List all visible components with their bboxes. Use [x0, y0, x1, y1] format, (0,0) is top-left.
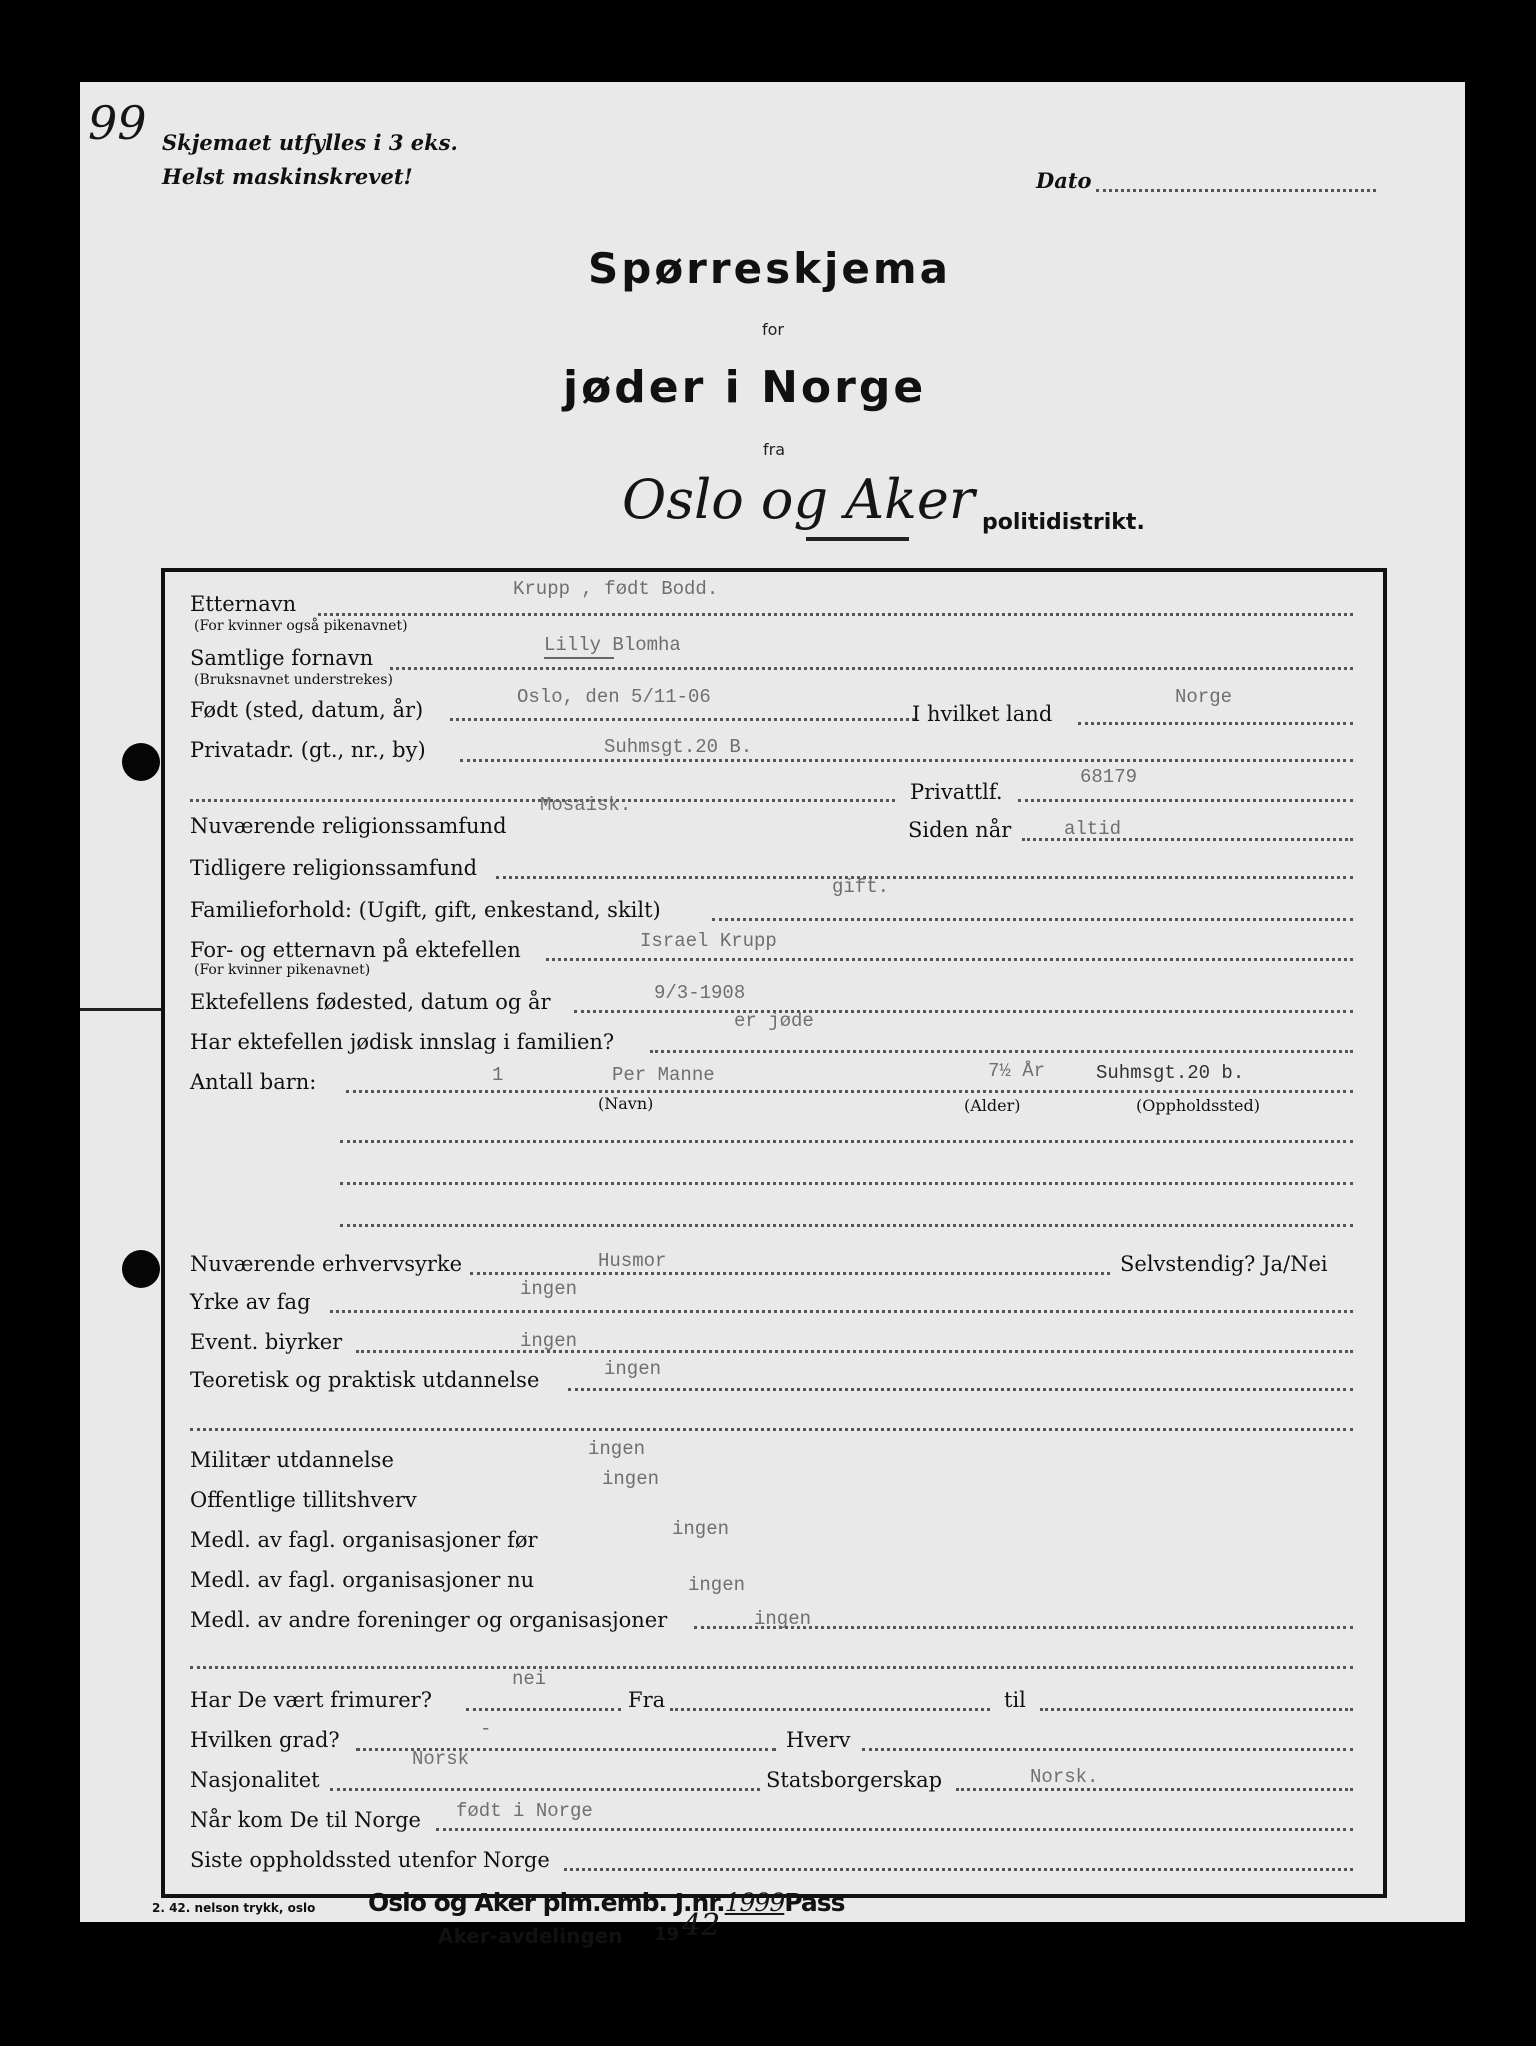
union-now-value: ingen — [688, 1574, 746, 1596]
degree-value: - — [480, 1718, 492, 1740]
stamp-prefix: Oslo og Aker plm.emb. J.nr. — [368, 1888, 725, 1917]
date-line — [1096, 187, 1376, 192]
stamp-number: 1999 — [724, 1888, 785, 1917]
office-label: Hverv — [786, 1728, 851, 1752]
title-for: for — [762, 320, 784, 339]
spouse-jewish-line — [650, 1048, 1353, 1053]
stamp-suffix: Pass — [784, 1888, 845, 1917]
degree-label: Hvilken grad? — [190, 1728, 340, 1752]
freemason-value: nei — [512, 1668, 547, 1690]
spouse-jewish-value: er jøde — [734, 1010, 814, 1032]
stamp-year-written: 42 — [682, 1908, 721, 1943]
education-line — [568, 1386, 1353, 1391]
other-orgs-value: ingen — [754, 1608, 812, 1630]
previous-religion-label: Tidligere religionssamfund — [190, 856, 478, 880]
stamp-year-printed: 19 — [654, 1924, 680, 1945]
occupation-label: Nuværende erhvervsyrke — [190, 1252, 463, 1276]
previous-religion-line — [496, 874, 1353, 879]
printer-mark: 2. 42. nelson trykk, oslo — [152, 1901, 316, 1915]
nationality-line — [330, 1786, 760, 1791]
born-label: Født (sted, datum, år) — [190, 698, 424, 722]
district-underline — [806, 537, 909, 541]
first-names-line — [390, 665, 1353, 670]
children-count: 1 — [492, 1064, 504, 1086]
children-label: Antall barn: — [190, 1070, 317, 1094]
nationality-value: Norsk — [412, 1748, 470, 1770]
education-line-2 — [190, 1426, 1353, 1431]
nationality-label: Nasjonalitet — [190, 1768, 320, 1792]
freemason-label: Har De vært frimurer? — [190, 1688, 432, 1712]
occupation-line — [470, 1270, 1110, 1275]
child-residence: Suhmsgt.20 b. — [1096, 1062, 1245, 1084]
phone-value: 68179 — [1080, 766, 1138, 788]
punch-hole — [122, 1250, 160, 1288]
children-line — [346, 1088, 1353, 1093]
self-employed-label: Selvstendig? Ja/Nei — [1120, 1252, 1328, 1276]
first-names-value: Lilly Blomha — [544, 634, 681, 656]
form-title: Spørreskjema — [588, 244, 951, 293]
trade-value: ingen — [520, 1278, 578, 1300]
country-label: I hvilket land — [912, 702, 1053, 726]
stamp-line-2: Aker-avdelingen — [438, 1924, 623, 1948]
office-line — [862, 1746, 1353, 1751]
spouse-name-line — [546, 956, 1353, 961]
since-when-label: Siden når — [908, 818, 1012, 842]
spouse-jewish-label: Har ektefellen jødisk innslag i familien? — [190, 1030, 615, 1054]
citizenship-label: Statsborgerskap — [766, 1768, 943, 1792]
education-label: Teoretisk og praktisk utdannelse — [190, 1368, 540, 1392]
freemason-to-line — [1040, 1706, 1353, 1711]
other-orgs-line-2 — [190, 1664, 1353, 1669]
arrival-value: født i Norge — [456, 1800, 593, 1822]
instruction-line-2: Helst maskinskrevet! — [162, 164, 413, 189]
spouse-name-sub: (For kvinner pikenavnet) — [194, 962, 371, 978]
instruction-line-1: Skjemaet utfylles i 3 eks. — [162, 130, 458, 155]
fold-line — [80, 1008, 162, 1011]
children-extra-line — [340, 1138, 1353, 1143]
current-religion-value: Mosaisk. — [540, 794, 632, 816]
surname-label: Etternavn — [190, 592, 297, 616]
freemason-line — [466, 1706, 621, 1711]
born-line — [450, 716, 915, 721]
stamp-line-1 — [368, 1888, 845, 1917]
country-line — [1078, 720, 1353, 725]
children-extra-line — [340, 1180, 1353, 1185]
military-label: Militær utdannelse — [190, 1448, 394, 1472]
family-status-label: Familieforhold: (Ugift, gift, enkestand, skilt) — [190, 898, 661, 922]
spouse-birth-line — [574, 1008, 1353, 1013]
arrival-label: Når kom De til Norge — [190, 1808, 421, 1832]
page-number: 99 — [88, 96, 147, 150]
child-age: 7½ År — [988, 1060, 1046, 1082]
phone-label: Privattlf. — [910, 780, 1003, 804]
form-subject: jøder i Norge — [563, 362, 927, 413]
first-names-label: Samtlige fornavn — [190, 646, 374, 670]
citizenship-line — [956, 1786, 1353, 1791]
children-extra-line — [340, 1222, 1353, 1227]
public-office-value: ingen — [602, 1468, 660, 1490]
spouse-name-label: For- og etternavn på ektefellen — [190, 938, 521, 962]
education-value: ingen — [604, 1358, 662, 1380]
child-name: Per Manne — [612, 1064, 715, 1086]
current-religion-label: Nuværende religionssamfund — [190, 814, 507, 838]
caption-name: (Navn) — [598, 1094, 654, 1113]
union-before-value: ingen — [672, 1518, 730, 1540]
district-suffix: politidistrikt. — [982, 510, 1145, 535]
caption-residence: (Oppholdssted) — [1136, 1096, 1260, 1115]
trade-label: Yrke av fag — [190, 1290, 311, 1314]
union-before-label: Medl. av fagl. organisasjoner før — [190, 1528, 538, 1552]
spouse-name-value: Israel Krupp — [640, 930, 777, 952]
side-jobs-value: ingen — [520, 1330, 578, 1352]
family-status-value: gift. — [832, 876, 890, 898]
public-office-label: Offentlige tillitshverv — [190, 1488, 417, 1512]
spouse-birth-value: 9/3-1908 — [654, 982, 746, 1004]
union-now-label: Medl. av fagl. organisasjoner nu — [190, 1568, 535, 1592]
caption-age: (Alder) — [964, 1096, 1021, 1115]
family-status-line — [712, 916, 1353, 921]
address-label: Privatadr. (gt., nr., by) — [190, 738, 426, 762]
country-value: Norge — [1175, 686, 1233, 708]
freemason-from-label: Fra — [628, 1688, 666, 1712]
occupation-value: Husmor — [598, 1250, 667, 1272]
district-handwritten: Oslo og Aker — [622, 468, 975, 531]
freemason-to-label: til — [1004, 1688, 1026, 1712]
citizenship-value: Norsk. — [1030, 1766, 1099, 1788]
last-abroad-line — [564, 1866, 1353, 1871]
arrival-line — [436, 1826, 1353, 1831]
title-from: fra — [763, 440, 786, 459]
other-orgs-label: Medl. av andre foreninger og organisasjoner — [190, 1608, 668, 1632]
side-jobs-line — [356, 1348, 1353, 1353]
last-abroad-label: Siste oppholdssted utenfor Norge — [190, 1848, 550, 1872]
surname-line — [318, 611, 1353, 616]
first-name-underline — [544, 657, 614, 659]
born-value: Oslo, den 5/11-06 — [517, 686, 711, 708]
trade-line — [330, 1308, 1353, 1313]
freemason-from-line — [670, 1706, 990, 1711]
phone-line — [1018, 797, 1353, 802]
military-value: ingen — [588, 1438, 646, 1460]
surname-sub: (For kvinner også pikenavnet) — [194, 618, 408, 634]
date-label: Dato — [1036, 168, 1092, 193]
spouse-birth-label: Ektefellens fødested, datum og år — [190, 990, 551, 1014]
first-names-sub: (Bruksnavnet understrekes) — [194, 672, 393, 688]
address-value: Suhmsgt.20 B. — [604, 736, 753, 758]
punch-hole — [122, 743, 160, 781]
side-jobs-label: Event. biyrker — [190, 1330, 343, 1354]
surname-value: Krupp , født Bodd. — [513, 578, 719, 600]
address-line — [460, 757, 1353, 762]
since-when-value: altid — [1064, 818, 1122, 840]
